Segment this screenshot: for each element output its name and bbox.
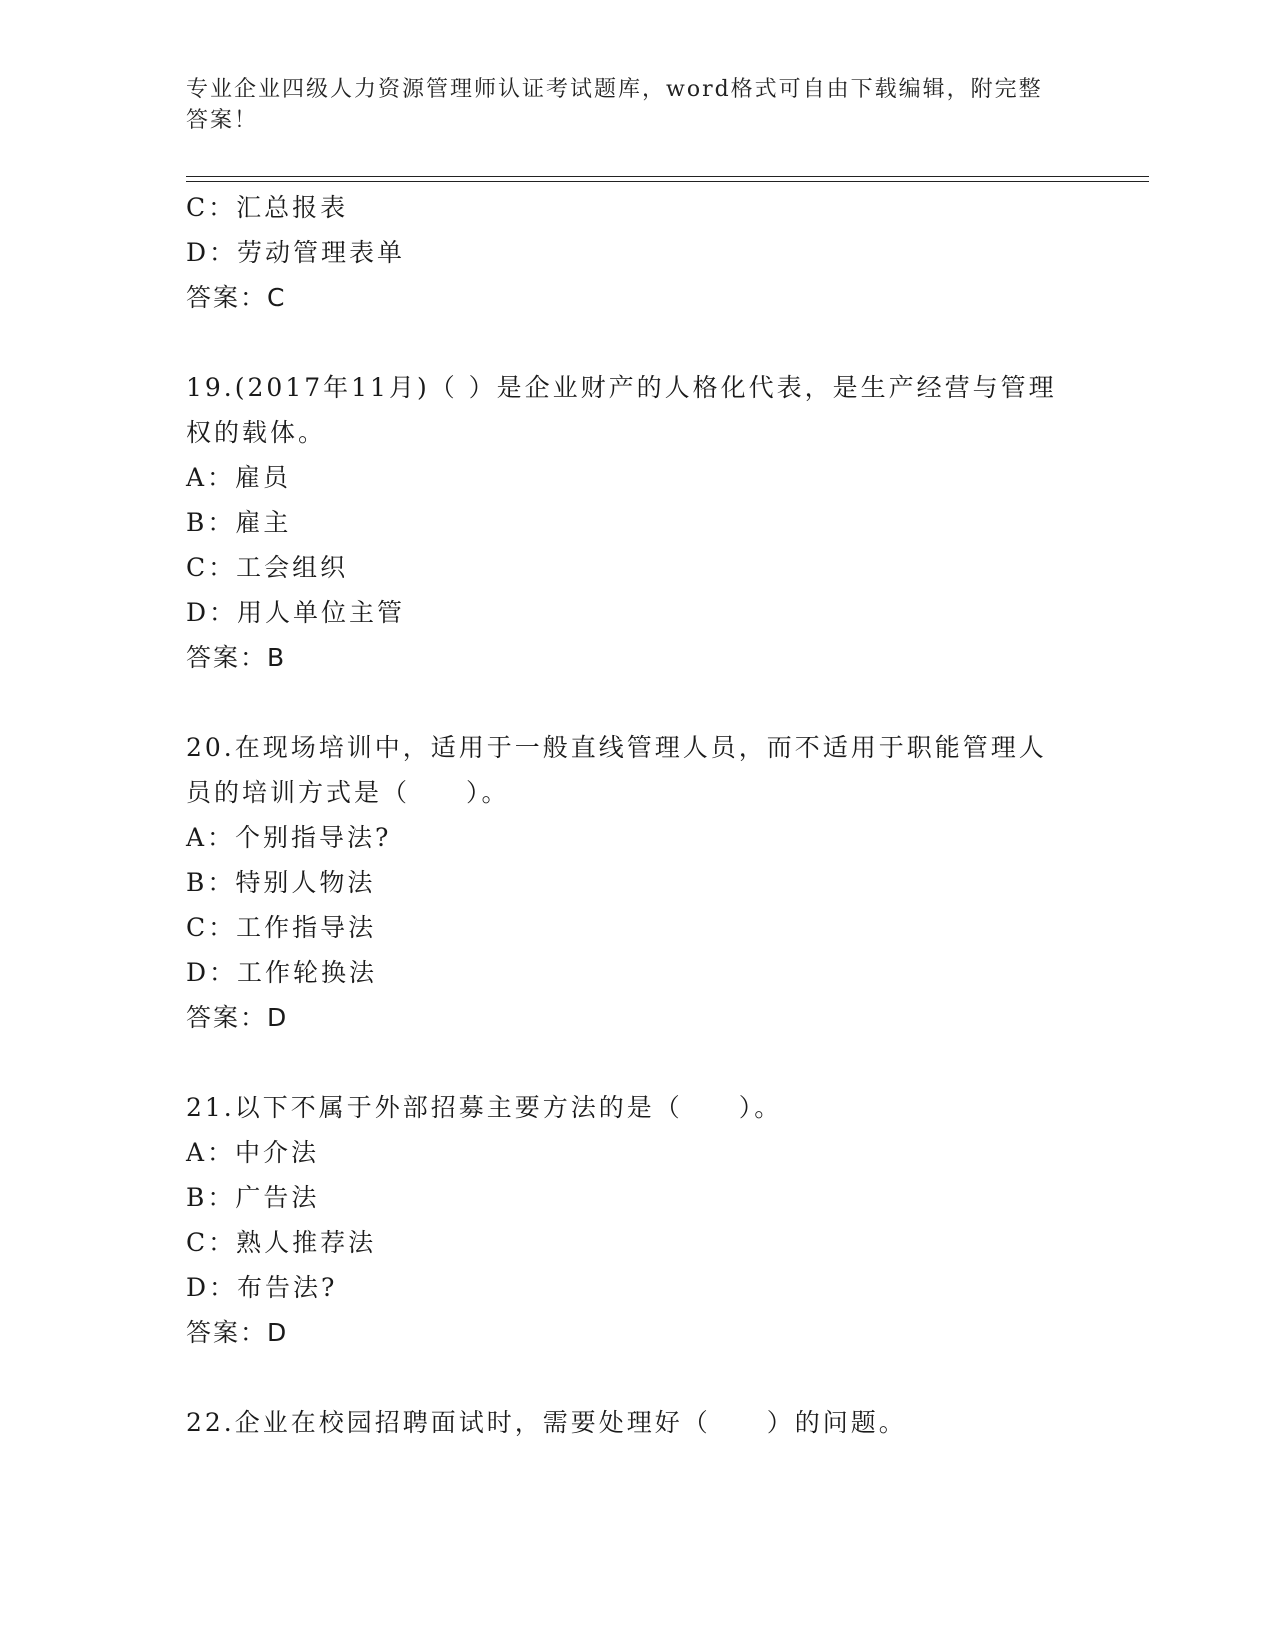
header-rule-bottom (186, 181, 1149, 182)
question-stem: 22.企业在校园招聘面试时，需要处理好（ ）的问题。 (186, 1408, 907, 1437)
option-b: B：广告法 (186, 1183, 320, 1212)
option-b: B：雇主 (186, 508, 292, 537)
option-c: C：工会组织 (186, 553, 349, 582)
question-stem: 19.(2017年11月)（ ）是企业财产的人格化代表，是生产经营与管理 (186, 373, 1057, 402)
option-c: C：工作指导法 (186, 913, 377, 942)
question-stem: 20.在现场培训中，适用于一般直线管理人员，而不适用于职能管理人 (186, 733, 1047, 762)
question-stem: 员的培训方式是（ ）。 (186, 778, 510, 807)
answer: 答案：B (186, 643, 287, 672)
question-stem: 21.以下不属于外部招募主要方法的是（ ）。 (186, 1093, 783, 1122)
option-d: D：工作轮换法 (186, 958, 378, 987)
answer: 答案：C (186, 283, 287, 312)
answer: 答案：D (186, 1318, 289, 1347)
option-c: C：汇总报表 (186, 193, 349, 222)
answer: 答案：D (186, 1003, 289, 1032)
option-d: D：劳动管理表单 (186, 238, 406, 267)
option-a: A：个别指导法? (186, 823, 392, 852)
question-stem: 权的载体。 (186, 418, 327, 447)
option-a: A：雇员 (186, 463, 292, 492)
header-rule-top (186, 176, 1149, 177)
document-header (186, 74, 1066, 136)
header-line-1: 专业企业四级人力资源管理师认证考试题库，word格式可自由下载编辑，附完整 (186, 77, 1043, 102)
option-d: D：布告法? (186, 1273, 338, 1302)
option-c: C：熟人推荐法 (186, 1228, 377, 1257)
header-line-2: 答案！ (186, 108, 259, 133)
option-a: A：中介法 (186, 1138, 320, 1167)
option-d: D：用人单位主管 (186, 598, 406, 627)
option-b: B：特别人物法 (186, 868, 376, 897)
